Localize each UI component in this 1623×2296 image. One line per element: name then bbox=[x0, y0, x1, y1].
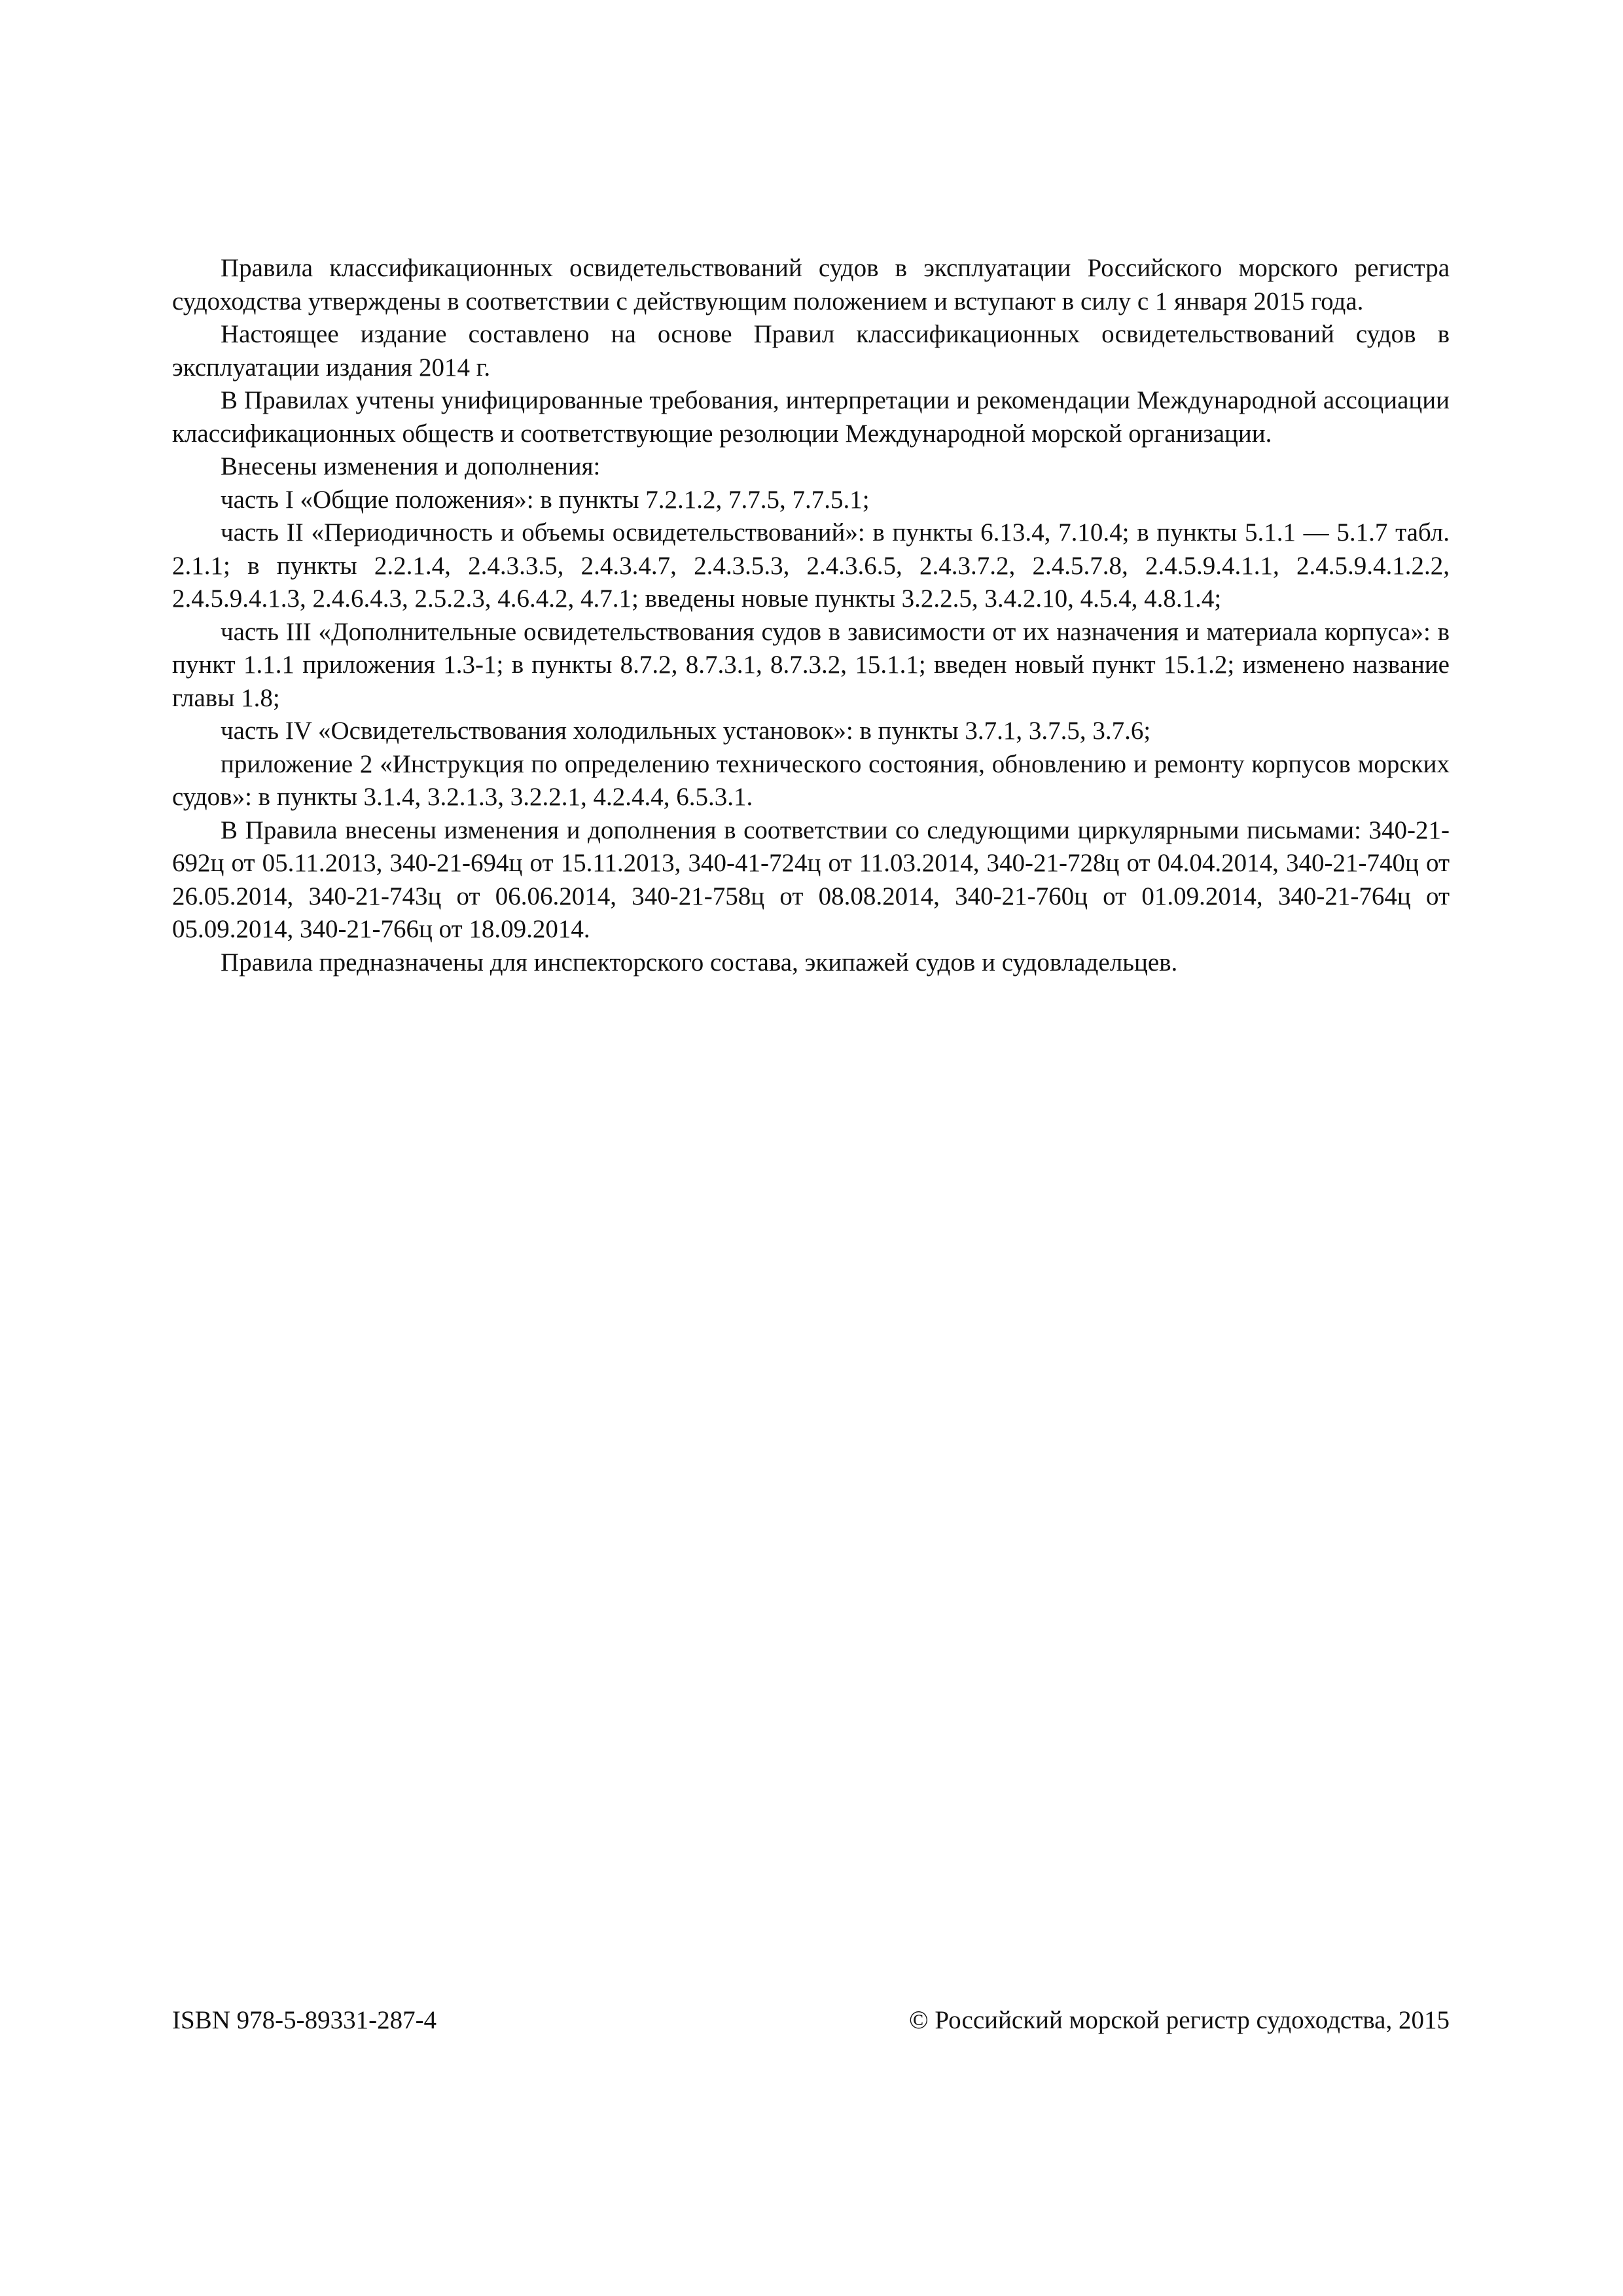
paragraph-rules-approval: Правила классификационных освидетельствований судов в эксплуатации Российского морского регистра судоходства утверждены в соответствии с действующим положением и вступают в силу с 1 января 2015 года. bbox=[172, 254, 1450, 315]
paragraph-edition-basis: Настоящее издание составлено на основе Правил классификационных освидетельствований судов в эксплуатации издания 2014 г. bbox=[172, 320, 1450, 382]
paragraph-part-1: часть I «Общие положения»: в пункты 7.2.1.2, 7.7.5, 7.7.5.1; bbox=[221, 485, 870, 514]
paragraph-intended-audience: Правила предназначены для инспекторского состава, экипажей судов и судовладельцев. bbox=[221, 948, 1178, 977]
copyright-notice: © Российский морской регистр судоходства, 2015 bbox=[908, 2006, 1450, 2034]
paragraph-part-2: часть II «Периодичность и объемы освидетельствований»: в пункты 6.13.4, 7.10.4; в пункты 5.1.1 — 5.1.7 табл. 2.1.1; в пункты 2.2.1.4, 2.4.3.3.5, 2.4.3.4.7, 2.4.3.5.3, 2.4.3.6.5, 2.4.3.7.2, 2.4.5.7.8, 2.4.5.9.4.1.1, 2.4.5.9.4.1.2.2, 2.4.5.9.4.1.3, 2.4.6.4.3, 2.5.2.3, 4.6.4.2, 4.7.1; введены новые пункты 3.2.2.5, 3.4.2.10, 4.5.4, 4.8.1.4; bbox=[172, 518, 1450, 613]
paragraph-appendix-2: приложение 2 «Инструкция по определению технического состояния, обновлению и ремонту корпусов морских судов»: в пункты 3.1.4, 3.2.1.3, 3.2.2.1, 4.2.4.4, 6.5.3.1. bbox=[172, 749, 1450, 811]
paragraph-iacs-requirements: В Правилах учтены унифицированные требования, интерпретации и рекомендации Международной ассоциации классификационных обществ и соответствующие резолюции Международной морской организации. bbox=[172, 386, 1450, 448]
document-body bbox=[172, 252, 1450, 979]
paragraph-circular-letters: В Правила внесены изменения и дополнения в соответствии со следующими циркулярными письмами: 340-21-692ц от 05.11.2013, 340-21-694ц от 15.11.2013, 340-41-724ц от 11.03.2014, 340-21-728ц от 04.04.2014, 340-21-740ц от 26.05.2014, 340-21-743ц от 06.06.2014, 340-21-758ц от 08.08.2014, 340-21-760ц от 01.09.2014, 340-21-764ц от 05.09.2014, 340-21-766ц от 18.09.2014. bbox=[172, 816, 1450, 943]
paragraph-part-4: часть IV «Освидетельствования холодильных установок»: в пункты 3.7.1, 3.7.5, 3.7.6; bbox=[221, 717, 1151, 745]
paragraph-part-3: часть III «Дополнительные освидетельствования судов в зависимости от их назначения и материала корпуса»: в пункт 1.1.1 приложения 1.3-1; в пункты 8.7.2, 8.7.3.1, 8.7.3.2, 15.1.1; введен новый пункт 15.1.2; изменено название главы 1.8; bbox=[172, 617, 1450, 712]
isbn-number: ISBN 978-5-89331-287-4 bbox=[172, 2006, 437, 2034]
paragraph-amendments-heading: Внесены изменения и дополнения: bbox=[221, 452, 601, 480]
